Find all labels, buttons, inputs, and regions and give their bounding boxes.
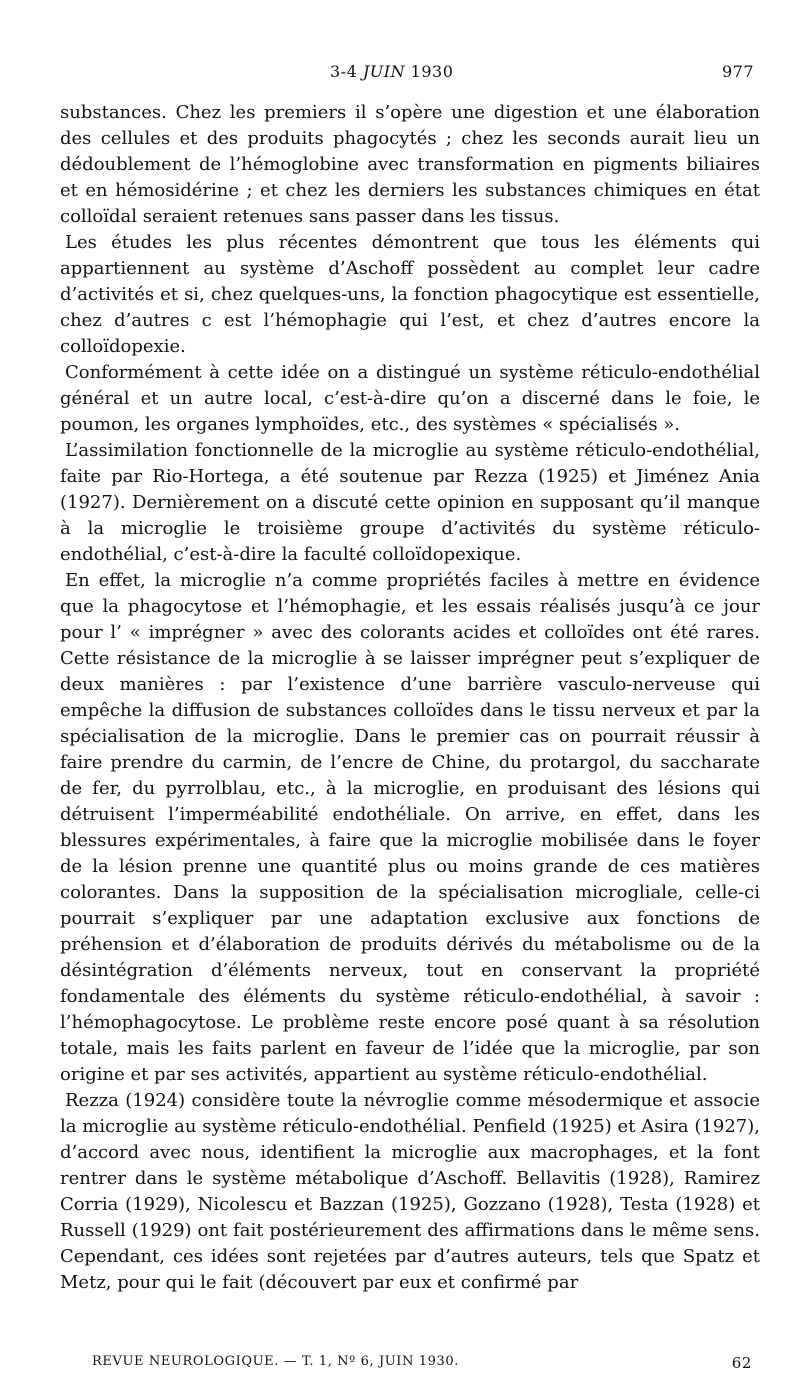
paragraph-4: L’assimilation fonctionnelle de la microglie au système réticulo-endothélial, faite par Rio-Hortega, a été soutenue par Rezza (1925) et Jiménez Ania (1927). Dernièrement on a discuté cette opinion en supposant qu’il manque à la microglie le troisième groupe d’activités du système réticulo-endothélial, c’est-à-dire la faculté colloïdopexique.: [60, 440, 760, 565]
running-header: [60, 62, 760, 92]
page-number: 977: [721, 62, 754, 81]
paragraph-2: Les études les plus récentes démontrent que tous les éléments qui appartiennent au système d’Aschoff possèdent au complet leur cadre d’activités et si, chez quelques-uns, la fonction phagocytique est essentielle, chez d’autres c est l’hémophagie qui l’est, et chez d’autres encore la colloïdopexie.: [60, 232, 760, 357]
header-date-prefix: 3-4: [330, 62, 358, 81]
body-text: [60, 100, 760, 1350]
paragraph-1: substances. Chez les premiers il s’opère une digestion et une élaboration des cellules et des produits phagocytés ; chez les seconds aurait lieu un dédoublement de l’hémoglobine avec transformation en pigments biliaires et en hémosidérine ; et chez les derniers les substances chimiques en état colloïdal seraient retenues sans passer dans les tissus.: [60, 102, 760, 227]
paragraph-6: Rezza (1924) considère toute la névroglie comme mésodermique et associe la microglie au système réticulo-endothélial. Penfield (1925) et Asira (1927), d’accord avec nous, identifient la microglie aux macrophages, et la font rentrer dans le système métabolique d’Aschoff. Bellavitis (1928), Ramirez Corria (1929), Nicolescu et Bazzan (1925), Gozzano (1928), Testa (1928) et Russell (1929) ont fait postérieurement des affirmations dans le même sens. Cependant, ces idées sont rejetées par d’autres auteurs, tels que Spatz et Metz, pour qui le fait (découvert par eux et confirmé par: [60, 1090, 760, 1293]
paragraph-5: En effet, la microglie n’a comme propriétés faciles à mettre en évidence que la phagocytose et l’hémophagie, et les essais réalisés jusqu’à ce jour pour l’ « imprégner » avec des colorants acides et colloïdes ont été rares. Cette résistance de la microglie à se laisser imprégner peut s’expliquer de deux manières : par l’existence d’une barrière vasculo-nerveuse qui empêche la diffusion de substances colloïdes dans le tissu nerveux et par la spécialisation de la microglie. Dans le premier cas on pourrait réussir à faire prendre du carmin, de l’encre de Chine, du protargol, du saccharate de fer, du pyrrolblau, etc., à la microglie, en produisant des lésions qui détruisent l’imperméabilité endothéliale. On arrive, en effet, dans les blessures expérimentales, à faire que la microglie mobilisée dans le foyer de la lésion prenne une quantité plus ou moins grande de ces matières colorantes. Dans la supposition de la spécialisation microgliale, celle-ci pourrait s’expliquer par une adaptation exclusive aux fonctions de préhension et d’élaboration de produits dérivés du métabolisme ou de la désintégration d’éléments nerveux, tout en conservant la propriété fondamentale des éléments du système réticulo-endothélial, à savoir : l’hémophagocytose. Le problème reste encore posé quant à sa résolution totale, mais les faits parlent en faveur de l’idée que la microglie, par son origine et par ses activités, appartient au système réticulo-endothélial.: [60, 570, 760, 1085]
header-date: [330, 62, 453, 81]
paragraph-3: Conformément à cette idée on a distingué un système réticulo-endothélial général et un autre local, c’est-à-dire qu’on a discerné dans le foie, le poumon, les organes lymphoïdes, etc., des systèmes « spécialisés ».: [60, 362, 760, 435]
page: [60, 0, 760, 1400]
header-date-month: JUIN: [362, 62, 406, 81]
signature-mark: 62: [731, 1354, 752, 1372]
journal-citation: REVUE NEUROLOGIQUE. — T. 1, Nº 6, JUIN 1930.: [92, 1354, 459, 1369]
page-footer: [60, 1354, 760, 1378]
header-date-year: 1930: [410, 62, 454, 81]
